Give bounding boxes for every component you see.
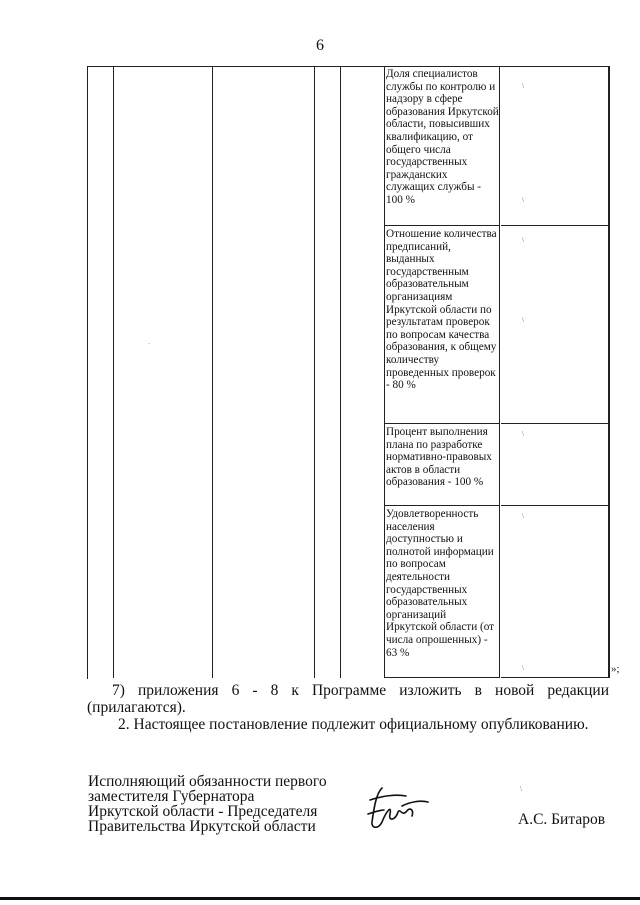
paragraph-2: 2. Настоящее постановление подлежит официальному опубликованию. [118, 716, 589, 733]
scan-mark: \ [522, 196, 524, 204]
paragraph-7-continuation: (прилагаются). [87, 699, 186, 716]
scan-mark: · [148, 340, 151, 348]
indicator-value-cell [501, 226, 609, 424]
scan-mark: \ [520, 785, 522, 793]
table-column-line [113, 66, 114, 678]
signatory-name: А.С. Битаров [518, 811, 606, 828]
scan-mark: \ [522, 430, 524, 438]
table-column-line [87, 66, 88, 678]
signatory-title-line: Правительства Иркутской области [88, 818, 316, 835]
table-column-line [314, 66, 315, 678]
signatory-title-line: заместителя Губернатора [88, 788, 255, 805]
indicator-cell: Отношение количества предписаний, выданных государственным образовательным организациям Иркутской области по результатам проверок по вопросам качества образования, к общему количеству проведенных проверок - 80 % [384, 226, 500, 424]
scan-mark: \ [522, 82, 524, 90]
scan-mark: \ [522, 512, 524, 520]
paragraph-7: 7) приложения 6 - 8 к Программе изложить в новой редакции [112, 682, 609, 699]
scan-mark: \ [522, 316, 524, 324]
table-column-line [212, 66, 213, 678]
page-bottom-edge [0, 897, 640, 900]
indicator-cell: Процент выполнения плана по разработке нормативно-правовых актов в области образования - 100 % [384, 424, 500, 506]
signatory-title-line: Иркутской области - Председателя [88, 803, 318, 820]
indicator-cell: Доля специалистов службы по контролю и надзору в сфере образования Иркутской области, повысивших квалификацию, от общего числа государственных гражданских служащих службы - 100 % [384, 66, 500, 226]
page-number: 6 [316, 37, 324, 54]
indicator-value-cell [501, 506, 609, 678]
closing-quote: »; [611, 663, 620, 675]
signatory-title [88, 774, 348, 834]
handwritten-signature [362, 782, 432, 834]
indicator-value-cell [501, 66, 609, 226]
signatory-title-line: Исполняющий обязанности первого [88, 773, 327, 790]
scan-mark: \ [522, 664, 524, 672]
table-column-line [609, 66, 610, 678]
indicator-cell: Удовлетворенность населения доступностью и полнотой информации по вопросам деятельности государственных образовательных организаций Иркутской области (от числа опрошенных) - 63 % [384, 506, 500, 678]
scan-mark: \ [522, 236, 524, 244]
table-column-line [340, 66, 341, 678]
indicator-value-cell [501, 424, 609, 506]
